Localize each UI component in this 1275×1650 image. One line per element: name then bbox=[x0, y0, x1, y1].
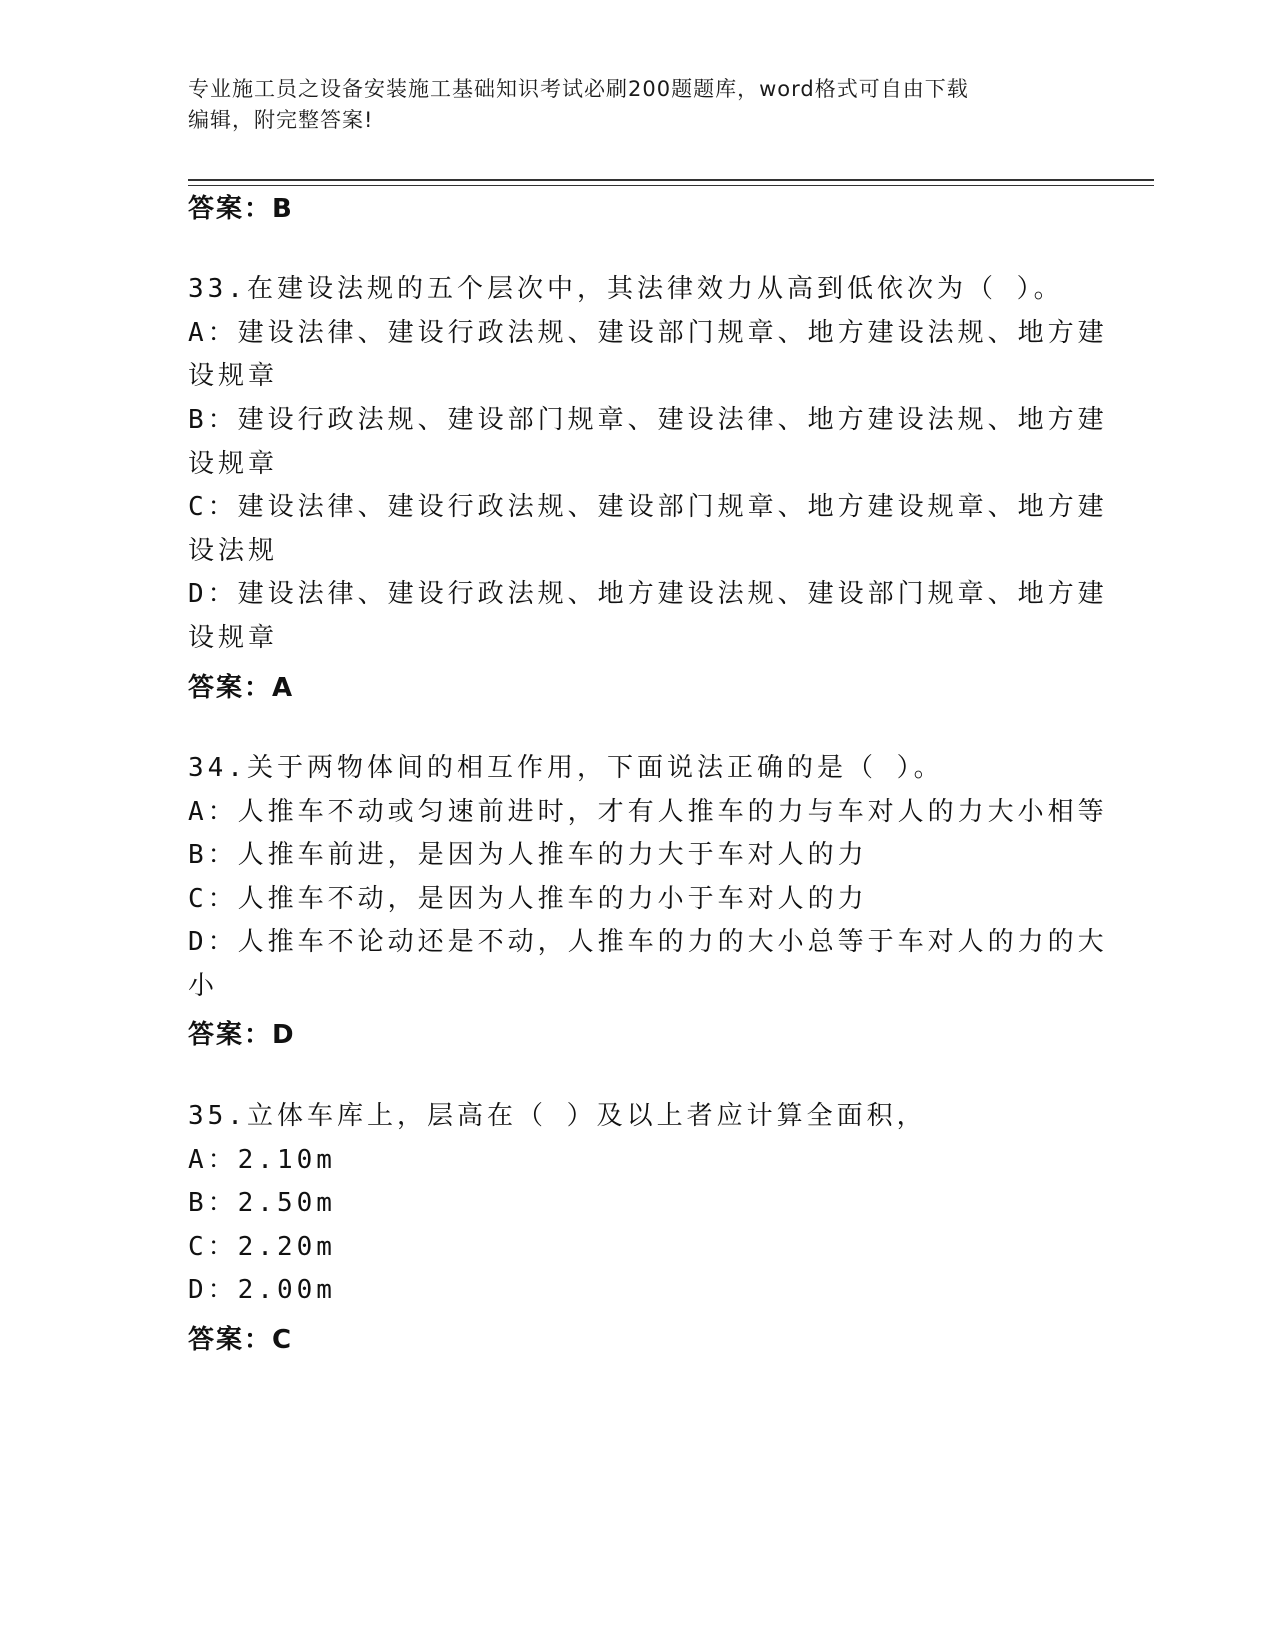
question-34-option-a: A：人推车不动或匀速前进时，才有人推车的力与车对人的力大小相等 bbox=[188, 797, 1108, 827]
answer-35: 答案：C bbox=[188, 1325, 294, 1355]
header-title-line2: 编辑，附完整答案! bbox=[188, 108, 374, 132]
question-33-option-b: B：建设行政法规、建设部门规章、建设法律、地方建设法规、地方建 bbox=[188, 405, 1108, 435]
answer-33: 答案：A bbox=[188, 673, 295, 703]
header-divider-thin bbox=[188, 185, 1154, 186]
question-35-option-b: B：2.50m bbox=[188, 1188, 336, 1218]
question-34-text: 34.关于两物体间的相互作用，下面说法正确的是（ ）。 bbox=[188, 753, 944, 783]
question-34-option-c: C：人推车不动，是因为人推车的力小于车对人的力 bbox=[188, 884, 868, 914]
question-35-option-a: A：2.10m bbox=[188, 1145, 336, 1175]
header-divider-thick bbox=[188, 179, 1154, 181]
question-33-option-d-cont: 设规章 bbox=[188, 623, 279, 653]
question-33-option-c: C：建设法律、建设行政法规、建设部门规章、地方建设规章、地方建 bbox=[188, 492, 1108, 522]
question-35-option-c: C：2.20m bbox=[188, 1232, 336, 1262]
question-33-option-a-cont: 设规章 bbox=[188, 361, 279, 391]
question-34-option-b: B：人推车前进，是因为人推车的力大于车对人的力 bbox=[188, 840, 868, 870]
question-33-option-c-cont: 设法规 bbox=[188, 536, 279, 566]
question-33-text: 33.在建设法规的五个层次中，其法律效力从高到低依次为（ ）。 bbox=[188, 274, 1064, 304]
question-33-option-b-cont: 设规章 bbox=[188, 449, 279, 479]
answer-previous: 答案：B bbox=[188, 194, 294, 224]
question-35-text: 35.立体车库上，层高在（ ）及以上者应计算全面积， bbox=[188, 1101, 927, 1131]
question-33-option-d: D：建设法律、建设行政法规、地方建设法规、建设部门规章、地方建 bbox=[188, 579, 1108, 609]
page-header bbox=[188, 74, 1078, 136]
header-title-line1: 专业施工员之设备安装施工基础知识考试必刷200题题库，word格式可自由下载 bbox=[188, 77, 969, 101]
answer-34: 答案：D bbox=[188, 1020, 296, 1050]
question-33-option-a: A：建设法律、建设行政法规、建设部门规章、地方建设法规、地方建 bbox=[188, 318, 1108, 348]
question-34-option-d-cont: 小 bbox=[188, 971, 219, 1001]
question-35-option-d: D：2.00m bbox=[188, 1275, 336, 1305]
question-34-option-d: D：人推车不论动还是不动，人推车的力的大小总等于车对人的力的大 bbox=[188, 927, 1108, 957]
